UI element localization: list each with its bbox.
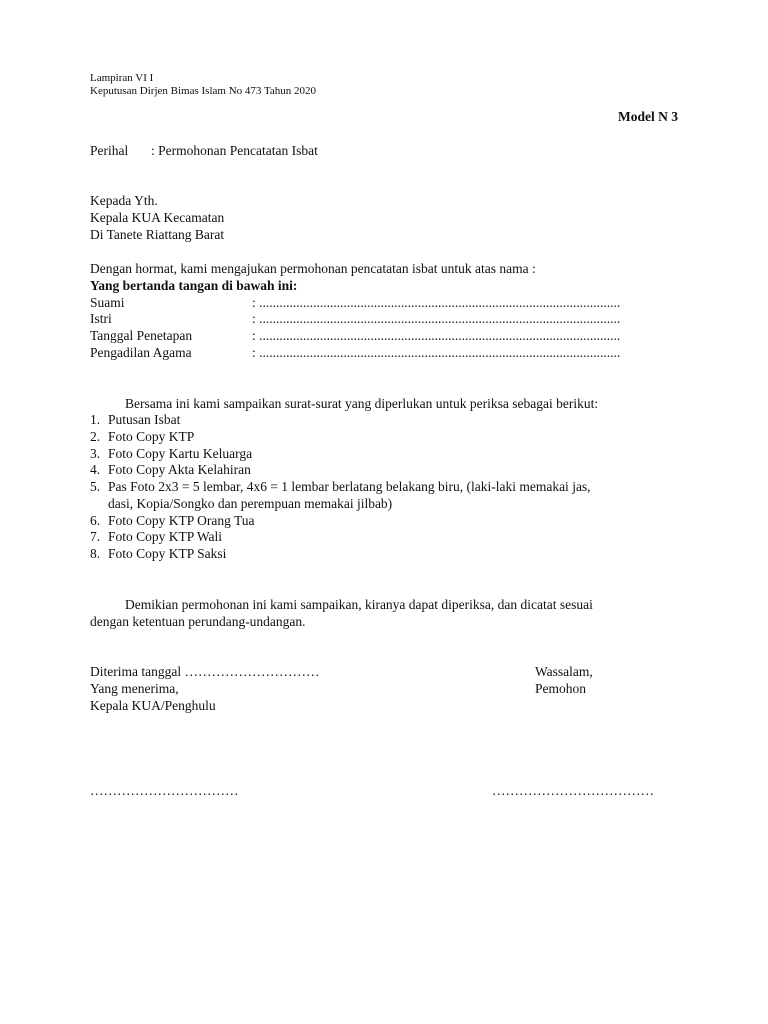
closing-paragraph: Demikian permohonan ini kami sampaikan, kiranya dapat diperiksa, dan dicatat sesuai [125,597,593,612]
signatory-heading: Yang bertanda tangan di bawah ini: [90,278,298,293]
model-label: Model N 3 [618,109,678,124]
recipient-salutation: Kepada Yth. [90,193,158,208]
applicant-label: Pemohon [535,681,587,696]
receiver-label: Yang menerima, [90,681,179,696]
attachment-label: Lampiran VI I [90,72,154,84]
list-number: 2. [90,429,101,444]
decree-reference: Keputusan Dirjen Bimas Islam No 473 Tahun 2020 [90,85,317,97]
list-item [0,528,768,545]
list-number: 8. [90,546,101,561]
list-text: Foto Copy KTP [108,429,195,444]
list-number: 4. [90,462,101,477]
field-row-husband [0,294,768,311]
list-text: Foto Copy Kartu Keluarga [108,446,253,461]
applicant-signature-blank: ……………………………… [492,783,654,798]
list-item [0,445,768,462]
recipient-title: Kepala KUA Kecamatan [90,210,225,225]
list-text: Putusan Isbat [108,412,181,427]
received-date: Diterima tanggal ………………………… [90,664,320,679]
field-row-religious-court [0,344,768,361]
subject-value: : Permohonan Pencatatan Isbat [151,143,318,158]
list-number: 7. [90,529,101,544]
field-label: Pengadilan Agama [90,345,192,360]
list-number: 3. [90,446,101,461]
list-item [0,478,768,512]
recipient-location: Di Tanete Riattang Barat [90,227,225,242]
subject-label: Perihal [90,143,129,158]
field-label: Istri [90,311,112,326]
list-item [0,428,768,445]
list-text: Foto Copy Akta Kelahiran [108,462,251,477]
list-text: Pas Foto 2x3 = 5 lembar, 4x6 = 1 lembar berlatang belakang biru, (laki-laki memakai jas, [108,479,591,494]
list-number: 1. [90,412,101,427]
field-blank: : ........................................................................................................... [252,311,621,326]
field-label: Suami [90,295,125,310]
list-text: Foto Copy KTP Wali [108,529,223,544]
list-item [0,512,768,529]
list-number: 6. [90,513,101,528]
list-item [0,545,768,562]
receiver-title: Kepala KUA/Penghulu [90,698,216,713]
list-text: Foto Copy KTP Orang Tua [108,513,255,528]
opening-paragraph: Dengan hormat, kami mengajukan permohonan pencatatan isbat untuk atas nama : [90,261,536,276]
field-row-decision-date [0,327,768,344]
documents-intro: Bersama ini kami sampaikan surat-surat yang diperlukan untuk periksa sebagai berikut: [125,396,599,411]
valediction: Wassalam, [535,664,593,679]
list-text-continued: dasi, Kopia/Songko dan perempuan memakai jilbab) [108,496,393,511]
field-blank: : ........................................................................................................... [252,328,621,343]
list-item [0,461,768,478]
field-row-wife [0,310,768,327]
field-label: Tanggal Penetapan [90,328,193,343]
list-item [0,411,768,428]
list-number: 5. [90,479,101,494]
list-text: Foto Copy KTP Saksi [108,546,227,561]
field-blank: : ........................................................................................................... [252,295,621,310]
receiver-signature-blank: …………………………… [90,783,239,798]
closing-paragraph-continued: dengan ketentuan perundang-undangan. [90,614,306,629]
field-blank: : ........................................................................................................... [252,345,621,360]
